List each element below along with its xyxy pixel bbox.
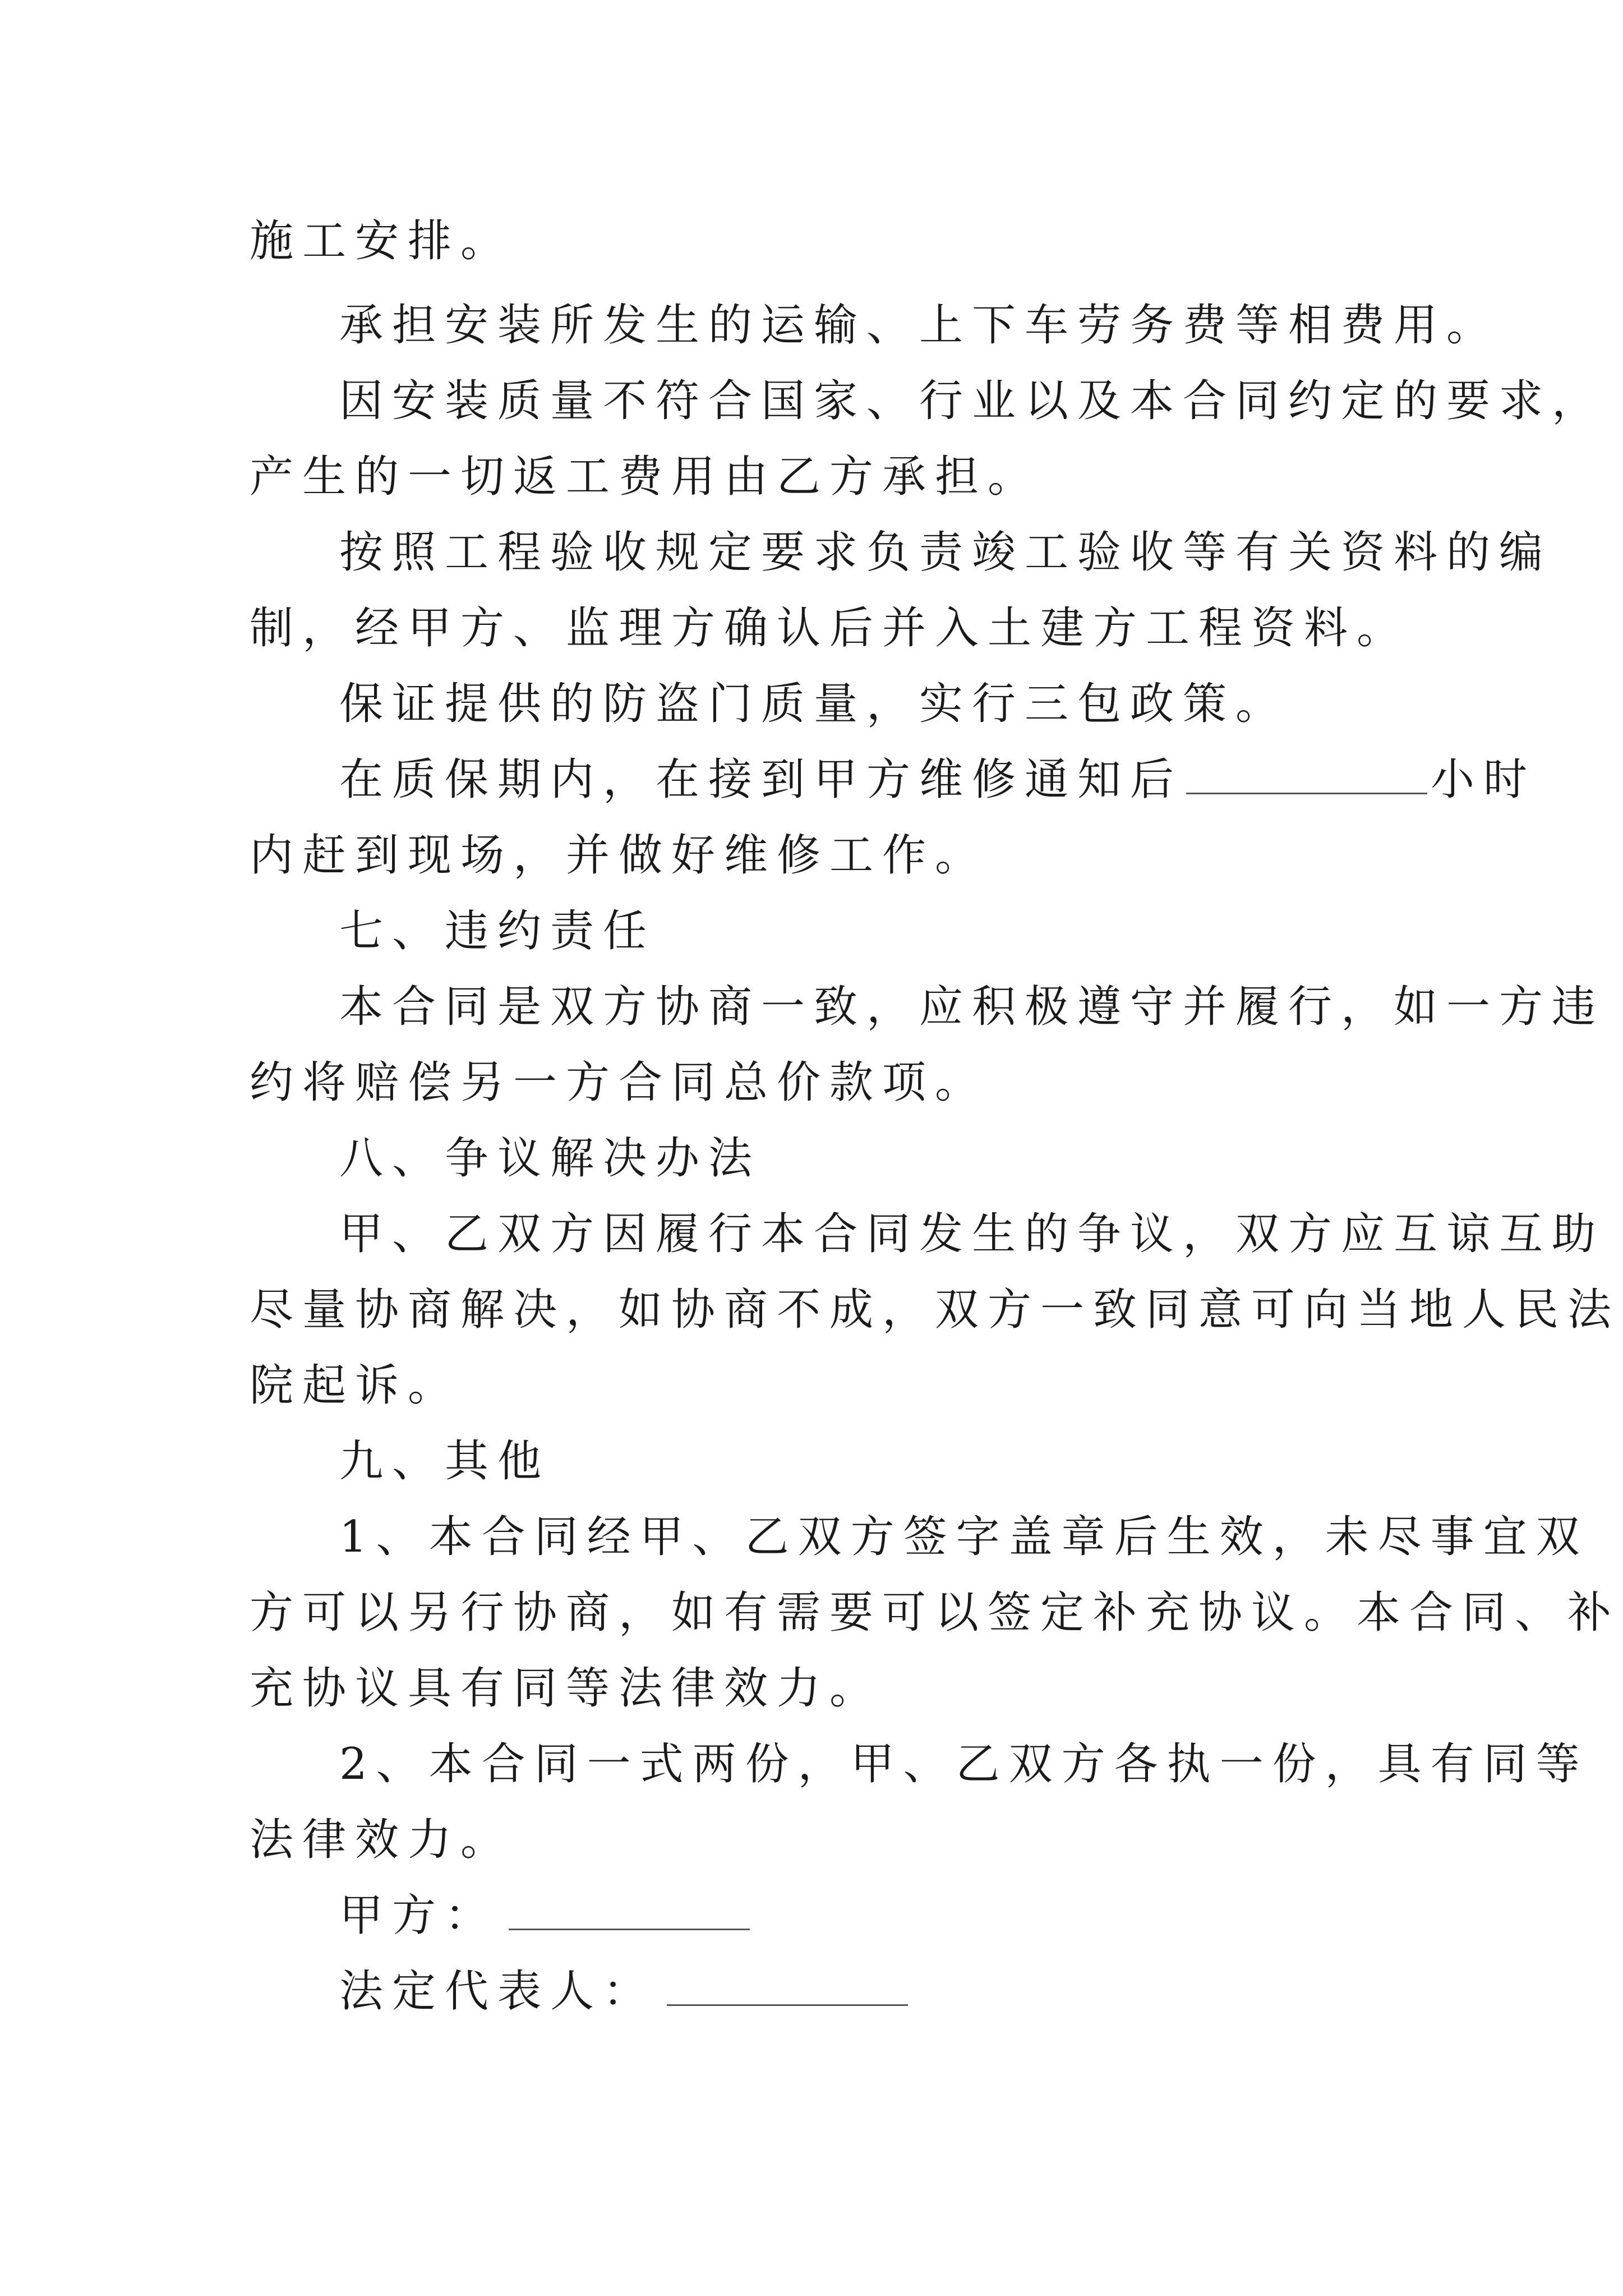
- text-line: 制，经甲方、监理方确认后并入土建方工程资料。: [250, 603, 1410, 654]
- text-line: 方可以另行协商，如有需要可以签定补充协议。本合同、补: [250, 1588, 1621, 1638]
- text-line-with-blank: [339, 753, 1536, 807]
- legal-rep-line: [339, 1964, 908, 2018]
- text-line: 保证提供的防盗门质量，实行三包政策。: [339, 679, 1289, 729]
- text-line: 产生的一切返工费用由乙方承担。: [250, 452, 1041, 502]
- section-heading: 七、违约责任: [339, 906, 656, 956]
- text-line: 因安装质量不符合国家、行业以及本合同约定的要求，: [339, 376, 1605, 426]
- text-line: 约将赔偿另一方合同总价款项。: [250, 1057, 988, 1108]
- section-heading: 八、争议解决办法: [339, 1133, 762, 1184]
- text-line: 内赶到现场，并做好维修工作。: [250, 830, 988, 881]
- section-heading: 九、其他: [339, 1436, 551, 1487]
- text-line: 本合同是双方协商一致，应积极遵守并履行，如一方违: [339, 982, 1605, 1032]
- text-line: 1、本合同经甲、乙双方签字盖章后生效，未尽事宜双: [339, 1512, 1589, 1562]
- text-line: 充协议具有同等法律效力。: [250, 1663, 883, 1714]
- text-line: 承担安装所发生的运输、上下车劳务费等相费用。: [339, 300, 1500, 351]
- text-line: 尽量协商解决，如协商不成，双方一致同意可向当地人民法: [250, 1285, 1621, 1335]
- party-a-line: [339, 1889, 750, 1943]
- party-a-label: 甲方：: [339, 1890, 498, 1941]
- text-line: 2、本合同一式两份，甲、乙双方各执一份，具有同等: [339, 1739, 1589, 1789]
- text-line: 法律效力。: [250, 1815, 514, 1865]
- legal-rep-blank-field: [667, 1999, 908, 2006]
- text-line: 甲、乙双方因履行本合同发生的争议，双方应互谅互助: [339, 1209, 1605, 1259]
- legal-rep-label: 法定代表人：: [339, 1966, 656, 2017]
- text-segment: 小时: [1431, 754, 1537, 805]
- hours-blank-field: [1186, 787, 1427, 794]
- text-segment: 在质保期内，在接到甲方维修通知后: [339, 754, 1183, 805]
- text-line: 按照工程验收规定要求负责竣工验收等有关资料的编: [339, 527, 1552, 578]
- text-line: 施工安排。: [250, 216, 514, 266]
- party-a-blank-field: [509, 1923, 750, 1930]
- text-line: 院起诉。: [250, 1360, 461, 1411]
